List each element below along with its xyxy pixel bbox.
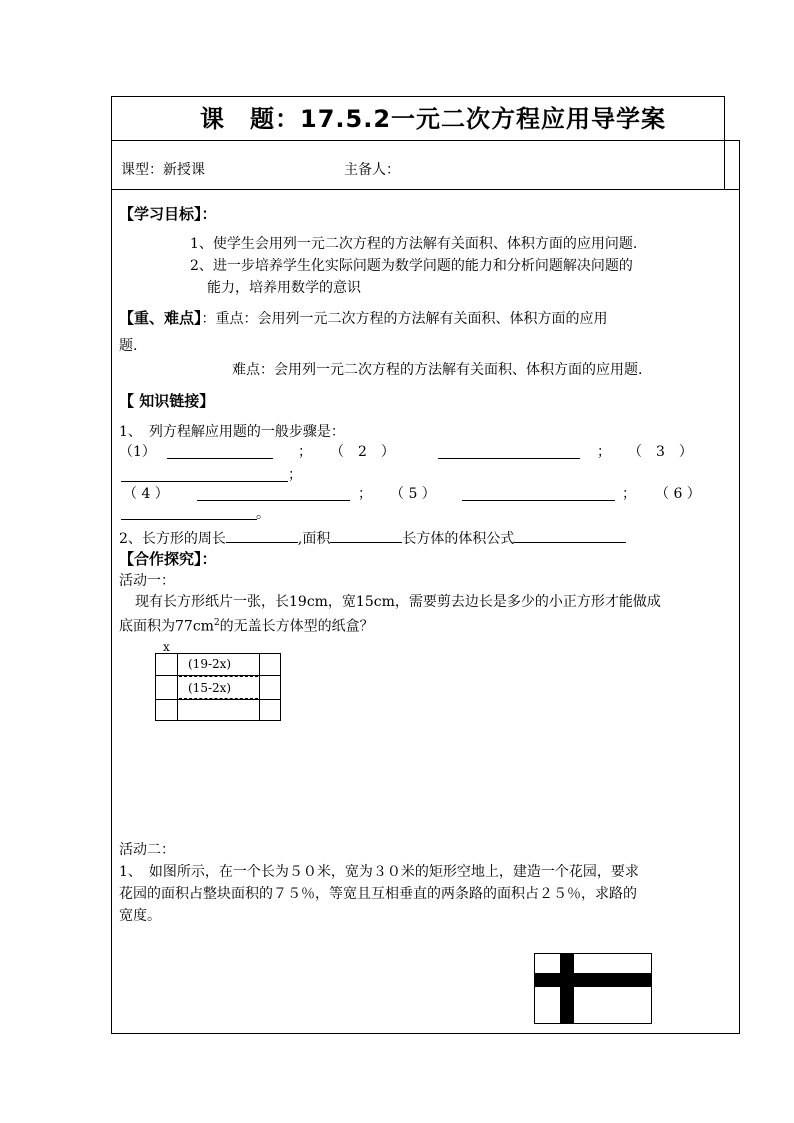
step-3-blank [121, 481, 288, 482]
fig1-hline-bottom [155, 699, 281, 700]
perimeter-blank [226, 528, 298, 543]
activity-1-text-b [119, 613, 374, 637]
activity-1-area: 底面积为77cm [119, 618, 214, 635]
perimeter-label: 2、长方形的周长 [119, 531, 226, 547]
sep-5: ； [622, 486, 636, 502]
volume-label: 长方体的体积公式 [402, 531, 515, 547]
fig2-garden-rect [534, 953, 652, 1024]
goals-heading: 【学习目标】： [119, 205, 217, 223]
frame-top [111, 96, 725, 97]
preparer-label: 主备人： [344, 162, 400, 178]
sep-4: ； [358, 486, 372, 502]
fig1-width-label: (15-2x) [188, 681, 232, 695]
volume-blank [514, 528, 626, 543]
activity-2-text-a: 1、 如图所示，在一个长为５０米，宽为３０米的矩形空地上，建造一个花园，要求 [119, 864, 639, 880]
frame-right-top [724, 96, 725, 140]
step-3-label: （ 3 ） [628, 444, 693, 460]
step-1-label: （1） [119, 444, 156, 460]
activity-2-title: 活动二： [119, 842, 175, 858]
title-divider [111, 140, 740, 141]
fig1-vline-left [177, 653, 178, 721]
knowledge-heading: 【 知识链接】 [119, 392, 215, 410]
keypoints-difficulty: 难点：会用列一元二次方程的方法解有关面积、体积方面的应用题. [232, 362, 643, 378]
keypoints-focus: ：重点：会用列一元二次方程的方法解有关面积、体积方面的应用 [201, 311, 608, 327]
frame-left [111, 96, 112, 1034]
fig1-x-label: x [163, 640, 170, 654]
frame-bottom [111, 1033, 740, 1034]
activity-1-box: 的无盖长方体型的纸盒？ [219, 618, 374, 635]
fig1-vline-right [259, 653, 260, 721]
fig2-road-horizontal [534, 973, 652, 987]
step-2-blank [438, 458, 580, 459]
keypoints-heading: 【重、难点】 [119, 309, 202, 327]
sep-1: ； [298, 444, 312, 460]
area-label: ,面积 [297, 531, 331, 547]
keypoints-line [119, 308, 608, 329]
goal-item-2a: 2、进一步培养学生化实际问题为数学问题的能力和分析问题解决问题的 [190, 258, 633, 274]
fig1-dash-bottom [179, 698, 258, 699]
steps-end: 。 [256, 506, 270, 522]
activity-1-text-a: 现有长方形纸片一张，长19cm，宽15cm，需要剪去边长是多少的小正方形才能做成 [135, 594, 661, 610]
activity-2-text-b: 花园的面积占整块面积的７５％，等宽且互相垂直的两条路的面积占２５％，求路的 [119, 886, 637, 902]
fig1-length-label: (19-2x) [188, 657, 232, 671]
explore-heading: 【合作探究】： [119, 550, 217, 568]
meta-inner-col [724, 140, 725, 190]
area-blank [330, 528, 402, 543]
step-6-label: （ 6 ） [655, 486, 701, 502]
activity-2-text-c: 宽度。 [119, 908, 161, 924]
keypoints-focus-cont: 题. [119, 338, 138, 354]
step-5-blank [462, 500, 615, 501]
knowledge-q1: 1、 列方程解应用题的一般步骤是： [119, 424, 345, 440]
fig1-dash-top [179, 676, 258, 677]
step-2-label: （ 2 ） [330, 444, 395, 460]
fig2-road-vertical [560, 953, 574, 1024]
step-4-blank [197, 500, 350, 501]
frame-right [739, 140, 740, 1034]
step-5-label: （ 5 ） [390, 486, 436, 502]
step-6-blank [121, 519, 257, 520]
goal-item-1: 1、使学生会用列一元二次方程的方法解有关面积、体积方面的应用问题. [190, 236, 638, 252]
meta-divider [111, 189, 740, 190]
sep-2: ； [597, 444, 611, 460]
lesson-type: 课型：新授课 [121, 162, 205, 178]
sep-3: ； [288, 467, 302, 483]
page-title: 课 题：17.5.2一元二次方程应用导学案 [200, 105, 667, 133]
activity-1-title: 活动一： [119, 573, 175, 589]
step-1-blank [167, 458, 273, 459]
goal-item-2b: 能力，培养用数学的意识 [207, 280, 361, 296]
step-4-label: （ 4 ） [123, 486, 169, 502]
knowledge-q2 [119, 528, 626, 549]
superscript-2: 2 [213, 618, 220, 628]
